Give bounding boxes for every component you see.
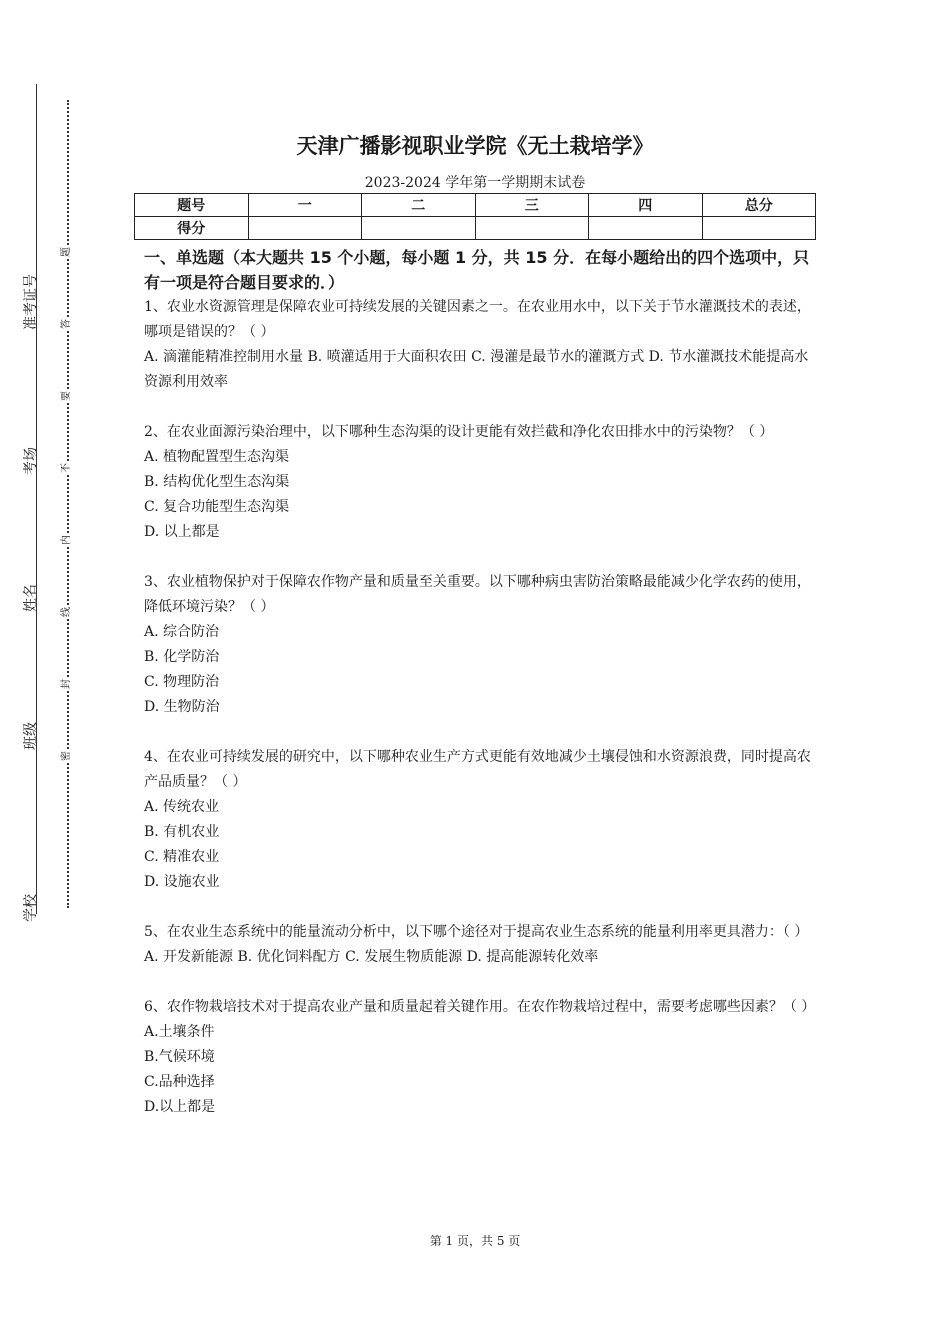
margin-solid-line — [36, 84, 37, 914]
score-cell[interactable] — [248, 217, 362, 240]
question-option: B. 化学防治 — [144, 649, 220, 665]
seal-char: 密 — [61, 751, 72, 761]
question-option: C. 精准农业 — [144, 849, 220, 865]
question-option: D. 以上都是 — [144, 524, 220, 540]
score-row-label: 得分 — [135, 217, 249, 240]
admission-number-field: 准考证号 — [23, 274, 39, 330]
score-header-cell: 四 — [589, 194, 703, 217]
question-stem: 1、农业水资源管理是保障农业可持续发展的关键因素之一。在农业用水中，以下关于节水灌溉技术的表述，哪项是错误的？（ ） — [144, 299, 811, 340]
seal-char: 线 — [61, 607, 72, 617]
exam-room-field: 考场 — [23, 447, 39, 475]
score-header-cell: 二 — [362, 194, 476, 217]
seal-char: 封 — [61, 679, 72, 689]
score-header-cell: 一 — [248, 194, 362, 217]
score-header-cell: 总分 — [702, 194, 816, 217]
exam-subtitle: 2023-2024 学年第一学期期末试卷 — [364, 175, 586, 191]
score-cell[interactable] — [362, 217, 476, 240]
score-table — [134, 193, 816, 240]
question-option: A. 植物配置型生态沟渠 — [144, 449, 290, 465]
score-cell[interactable] — [475, 217, 589, 240]
question-options-inline: A. 开发新能源 B. 优化饲料配方 C. 发展生物质能源 D. 提高能源转化效率 — [144, 949, 599, 965]
question-stem: 6、农作物栽培技术对于提高农业产量和质量起着关键作用。在农作物栽培过程中，需要考虑哪些因素？（ ） — [144, 999, 816, 1015]
question-options-inline: A. 滴灌能精准控制用水量 B. 喷灌适用于大面积农田 C. 漫灌是最节水的灌溉方式 D. 节水灌溉技术能提高水资源利用效率 — [144, 349, 809, 390]
seal-char: 不 — [61, 463, 72, 473]
question-2 — [144, 420, 812, 545]
question-option: C.品种选择 — [144, 1074, 215, 1090]
seal-char: 答 — [61, 319, 72, 329]
question-3 — [144, 570, 812, 720]
question-stem: 5、在农业生态系统中的能量流动分析中，以下哪个途径对于提高农业生态系统的能量利用率更具潜力：（ ） — [144, 924, 809, 940]
question-option: A.土壤条件 — [144, 1024, 215, 1040]
question-option: B.气候环境 — [144, 1049, 215, 1065]
margin-dotted-seal-line — [67, 100, 69, 908]
seal-char: 内 — [61, 535, 72, 545]
score-cell[interactable] — [702, 217, 816, 240]
question-list — [144, 295, 816, 1145]
school-field: 学校 — [23, 894, 39, 922]
class-field: 班级 — [23, 722, 39, 750]
question-option: C. 物理防治 — [144, 674, 220, 690]
seal-char: 题 — [61, 247, 72, 257]
question-option: D. 设施农业 — [144, 874, 220, 890]
question-1 — [144, 295, 812, 395]
question-option: B. 有机农业 — [144, 824, 220, 840]
score-table-score-row — [135, 217, 816, 240]
question-option: C. 复合功能型生态沟渠 — [144, 499, 290, 515]
exam-title: 天津广播影视职业学院《无土栽培学》 — [296, 134, 654, 158]
question-option: D.以上都是 — [144, 1099, 216, 1115]
question-option: B. 结构优化型生态沟渠 — [144, 474, 290, 490]
score-cell[interactable] — [589, 217, 703, 240]
seal-char: 要 — [61, 391, 72, 401]
question-stem: 3、农业植物保护对于保障农作物产量和质量至关重要。以下哪种病虫害防治策略最能减少化学农药的使用，降低环境污染？（ ） — [144, 574, 811, 615]
name-field: 姓名 — [23, 584, 39, 612]
question-4 — [144, 745, 812, 895]
score-table-header-row — [135, 194, 816, 217]
question-option: D. 生物防治 — [144, 699, 220, 715]
question-option: A. 综合防治 — [144, 624, 220, 640]
score-header-cell: 题号 — [135, 194, 249, 217]
question-stem: 4、在农业可持续发展的研究中，以下哪种农业生产方式更能有效地减少土壤侵蚀和水资源浪费，同时提高农产品质量？（ ） — [144, 749, 811, 790]
page-footer: 第 1 页，共 5 页 — [429, 1234, 521, 1248]
question-6 — [144, 995, 816, 1120]
section-heading: 一、单选题（本大题共 15 个小题，每小题 1 分，共 15 分．在每小题给出的四个选项中，只有一项是符合题目要求的．） — [144, 248, 810, 292]
question-5 — [144, 920, 812, 970]
question-option: A. 传统农业 — [144, 799, 220, 815]
question-stem: 2、在农业面源污染治理中，以下哪种生态沟渠的设计更能有效拦截和净化农田排水中的污染物？（ ） — [144, 424, 774, 440]
score-header-cell: 三 — [475, 194, 589, 217]
